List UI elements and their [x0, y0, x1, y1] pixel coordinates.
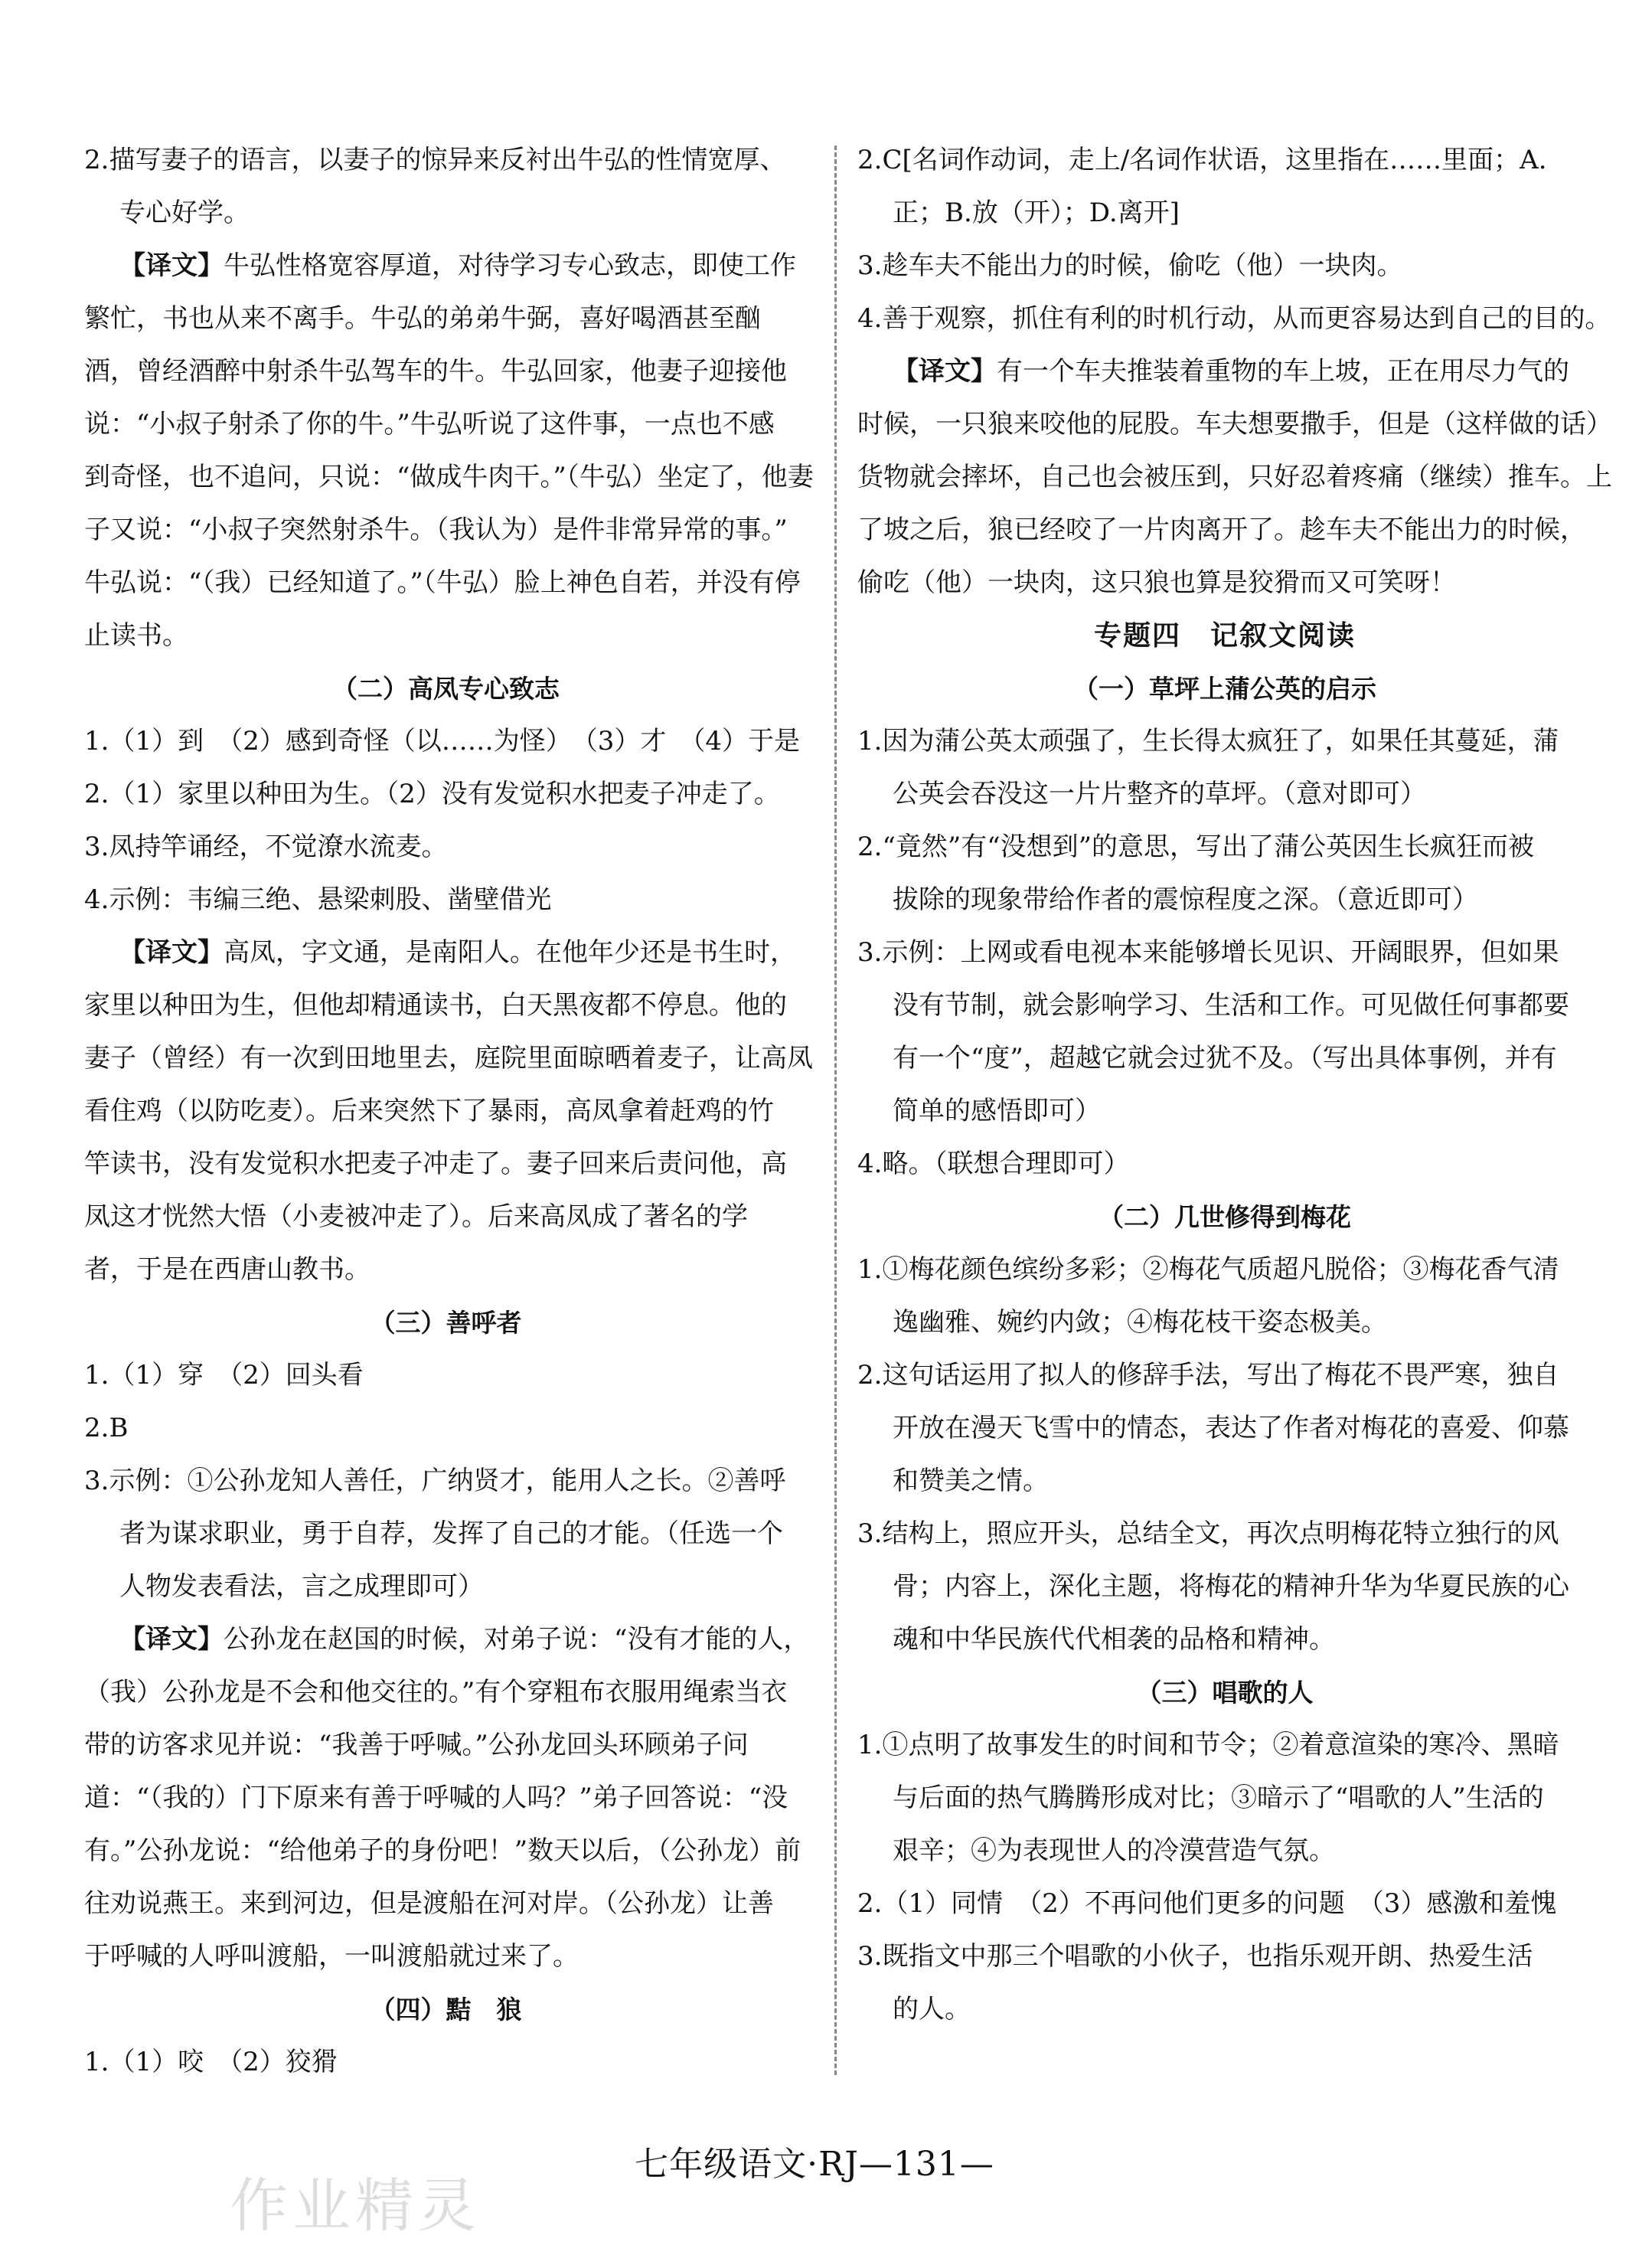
section-heading: （一）草坪上蒲公英的启示 — [1073, 674, 1376, 704]
line-text: 1.因为蒲公英太顽强了，生长得太疯狂了，如果任其蔓延，蒲 — [857, 726, 1559, 757]
line-text: 没有节制，就会影响学习、生活和工作。可见做任何事都要 — [893, 990, 1569, 1021]
text-line — [84, 874, 808, 926]
section-heading: 专题四 记叙文阅读 — [1093, 620, 1356, 652]
text-line — [857, 1243, 1592, 1296]
text-line — [857, 1402, 1592, 1455]
text-line — [857, 557, 1592, 609]
translation-tag: 【译文】 — [119, 937, 224, 968]
line-text: 公孙龙在赵国的时候，对弟子说：“没有才能的人， — [224, 1624, 810, 1655]
text-line — [857, 1296, 1592, 1349]
line-text: 者为谋求职业，勇于自荐，发挥了自己的才能。（任选一个 — [119, 1518, 783, 1549]
text-line — [84, 1085, 808, 1138]
line-text: 简单的感悟即可） — [893, 1096, 1101, 1126]
line-text: 骨；内容上，深化主题，将梅花的精神升华为华夏民族的心 — [893, 1571, 1569, 1602]
line-text: 竿读书，没有发觉积水把麦子冲走了。妻子回来后责问他，高 — [84, 1149, 787, 1179]
line-text: 魂和中华民族代代相袭的品格和精神。 — [893, 1624, 1335, 1655]
line-text: 2.这句话运用了拟人的修辞手法，写出了梅花不畏严寒，独自 — [857, 1360, 1559, 1391]
text-line — [84, 1191, 808, 1243]
text-line — [84, 2036, 808, 2089]
text-line — [84, 1508, 808, 1560]
text-line — [84, 240, 808, 292]
line-text: 和赞美之情。 — [893, 1466, 1049, 1496]
text-line — [84, 768, 808, 821]
line-text: 1.①点明了故事发生的时间和节令；②着意渲染的寒冷、黑暗 — [857, 1730, 1559, 1760]
line-text: 2.“竟然”有“没想到”的意思，写出了蒲公英因生长疯狂而被 — [857, 832, 1534, 862]
text-line — [857, 1138, 1592, 1191]
line-text: 4.略。（联想合理即可） — [857, 1149, 1130, 1179]
text-line — [84, 187, 808, 240]
line-text: 妻子（曾经）有一次到田地里去，庭院里面晾晒着麦子，让高凤 — [84, 1043, 813, 1074]
translation-tag: 【译文】 — [119, 250, 224, 281]
text-line — [857, 874, 1592, 926]
line-text: 2.B — [84, 1413, 129, 1443]
text-line — [84, 398, 808, 451]
line-text: 公英会吞没这一片片整齐的草坪。（意对即可） — [893, 779, 1426, 809]
line-text: 繁忙，书也从来不离手。牛弘的弟弟牛弼，喜好喝酒甚至酗 — [84, 303, 761, 334]
text-line — [84, 345, 808, 398]
text-line — [84, 292, 808, 345]
text-line — [857, 292, 1611, 345]
line-text: 人物发表看法，言之成理即可） — [119, 1571, 484, 1602]
line-text: 3.趁车夫不能出力的时候，偷吃（他）一块肉。 — [857, 250, 1403, 281]
text-line — [857, 345, 1592, 398]
text-line — [857, 926, 1592, 979]
text-line — [857, 1032, 1592, 1085]
section-heading: （三）唱歌的人 — [1136, 1678, 1314, 1708]
text-line — [84, 557, 808, 609]
line-text: 说：“小叔子射杀了你的牛。”牛弘听说了这件事，一点也不感 — [84, 409, 775, 440]
line-text: 逸幽雅、婉约内敛；④梅花枝干姿态极美。 — [893, 1307, 1387, 1338]
text-line — [84, 979, 808, 1032]
line-text: 与后面的热气腾腾形成对比；③暗示了“唱歌的人”生活的 — [893, 1783, 1544, 1813]
page-footer: 七年级语文·RJ—131— — [635, 2145, 994, 2184]
text-line — [857, 1930, 1592, 1983]
line-text: 凤这才恍然大悟（小麦被冲走了）。后来高凤成了著名的学 — [84, 1201, 748, 1232]
section-heading: （二）高凤专心致志 — [332, 674, 560, 704]
line-text: 高凤，字文通，是南阳人。在他年少还是书生时， — [224, 937, 796, 968]
text-line — [84, 1032, 813, 1085]
text-line — [857, 398, 1612, 451]
text-line — [857, 1772, 1592, 1825]
text-line — [84, 134, 808, 187]
text-line — [857, 134, 1592, 187]
line-text: 2.描写妻子的语言，以妻子的惊异来反衬出牛弘的性情宽厚、 — [84, 145, 786, 175]
line-text: 1.①梅花颜色缤纷多彩；②梅花气质超凡脱俗；③梅花香气清 — [857, 1254, 1559, 1285]
line-text: 1.（1）到 （2）感到奇怪（以……为怪） （3）才 （4）于是 — [84, 726, 800, 757]
text-line — [857, 821, 1592, 874]
text-line — [84, 1455, 808, 1508]
line-text: 4.示例：韦编三绝、悬梁刺股、凿壁借光 — [84, 884, 552, 915]
line-text: 者，于是在西唐山教书。 — [84, 1254, 371, 1285]
text-line — [84, 1930, 808, 1983]
line-text: 正；B.放（开）；D.离开] — [893, 198, 1180, 228]
line-text: 1.（1）穿 （2）回头看 — [84, 1360, 364, 1391]
text-line — [84, 1138, 808, 1191]
line-text: 3.示例：上网或看电视本来能够增长见识、开阔眼界，但如果 — [857, 937, 1559, 968]
section-heading: （四）黠 狼 — [370, 1995, 522, 2025]
text-line — [857, 715, 1592, 768]
line-text: 止读书。 — [84, 620, 188, 651]
translation-tag: 【译文】 — [893, 356, 997, 387]
line-text: 酒，曾经酒醉中射杀牛弘驾车的牛。牛弘回家，他妻子迎接他 — [84, 356, 787, 387]
text-line — [857, 1560, 1592, 1613]
line-text: 3.既指文中那三个唱歌的小伙子，也指乐观开朗、热爱生活 — [857, 1941, 1533, 1972]
text-line — [857, 1825, 1592, 1877]
line-text: 2.（1）同情 （2）不再问他们更多的问题 （3）感激和羞愧 — [857, 1888, 1557, 1919]
line-text: 了坡之后，狼已经咬了一片肉离开了。趁车夫不能出力的时候， — [857, 515, 1586, 545]
line-text: 有。”公孙龙说：“给他弟子的身份吧！”数天以后，（公孙龙）前 — [84, 1835, 801, 1866]
text-line — [84, 609, 808, 662]
text-line — [84, 504, 808, 557]
line-text: 专心好学。 — [119, 198, 250, 228]
text-line — [857, 504, 1592, 557]
text-line — [857, 187, 1592, 240]
line-text: （我）公孙龙是不会和他交往的。”有个穿粗布衣服用绳索当衣 — [84, 1677, 788, 1708]
line-text: 3.示例：①公孙龙知人善任，广纳贤才，能用人之长。②善呼 — [84, 1466, 786, 1496]
line-text: 往劝说燕王。来到河边，但是渡船在河对岸。（公孙龙）让善 — [84, 1888, 774, 1919]
text-line — [857, 1613, 1592, 1666]
watermark: 作业精灵 — [230, 2172, 481, 2240]
line-text: 偷吃（他）一块肉，这只狼也算是狡猾而又可笑呀！ — [857, 567, 1456, 598]
text-line — [84, 1772, 808, 1825]
text-line — [84, 1877, 808, 1930]
line-text: 货物就会摔坏，自己也会被压到，只好忍着疼痛（继续）推车。上 — [857, 462, 1612, 492]
text-line — [84, 1613, 808, 1666]
text-line — [84, 1560, 808, 1613]
line-text: 1.（1）咬 （2）狡猾 — [84, 2047, 338, 2077]
line-text: 3.凤持竿诵经，不觉潦水流麦。 — [84, 832, 448, 862]
text-line — [84, 1243, 808, 1296]
text-line — [857, 451, 1612, 504]
line-text: 带的访客求见并说：“我善于呼喊。”公孙龙回头环顾弟子问 — [84, 1730, 749, 1760]
line-text: 看住鸡（以防吃麦）。后来突然下了暴雨，高凤拿着赶鸡的竹 — [84, 1096, 774, 1126]
text-line — [857, 1877, 1592, 1930]
text-line — [84, 1402, 808, 1455]
text-line — [857, 1455, 1592, 1508]
line-text: 3.结构上，照应开头，总结全文，再次点明梅花特立独行的风 — [857, 1518, 1559, 1549]
text-line — [84, 1825, 808, 1877]
line-text: 到奇怪，也不追问，只说：“做成牛肉干。”（牛弘）坐定了，他妻 — [84, 462, 814, 492]
line-text: 道：“（我的）门下原来有善于呼喊的人吗？”弟子回答说：“没 — [84, 1783, 788, 1813]
line-text: 有一个“度”，超越它就会过犹不及。（写出具体事例，并有 — [893, 1043, 1557, 1074]
text-line — [857, 1719, 1592, 1772]
line-text: 于呼喊的人呼叫渡船，一叫渡船就过来了。 — [84, 1941, 579, 1972]
line-text: 2.（1）家里以种田为生。（2）没有发觉积水把麦子冲走了。 — [84, 779, 780, 809]
right-column — [857, 0, 1612, 2036]
text-line — [857, 1983, 1592, 2036]
line-text: 4.善于观察，抓住有利的时机行动，从而更容易达到自己的目的。 — [857, 303, 1611, 334]
translation-tag: 【译文】 — [119, 1624, 224, 1655]
line-text: 开放在漫天飞雪中的情态，表达了作者对梅花的喜爱、仰慕 — [893, 1413, 1569, 1443]
column-divider — [834, 145, 837, 2075]
text-line — [84, 1349, 808, 1402]
text-line — [857, 979, 1592, 1032]
text-line — [857, 1508, 1592, 1560]
line-text: 家里以种田为生，但他却精通读书，白天黑夜都不停息。他的 — [84, 990, 787, 1021]
text-line — [84, 1666, 808, 1719]
text-line — [84, 926, 808, 979]
text-line — [857, 1085, 1592, 1138]
line-text: 子又说：“小叔子突然射杀牛。（我认为）是件非常异常的事。” — [84, 515, 788, 545]
text-line — [857, 1349, 1592, 1402]
line-text: 牛弘说：“（我）已经知道了。”（牛弘）脸上神色自若，并没有停 — [84, 567, 801, 598]
line-text: 有一个车夫推装着重物的车上坡，正在用尽力气的 — [997, 356, 1569, 387]
line-text: 时候，一只狼来咬他的屁股。车夫想要撒手，但是（这样做的话） — [857, 409, 1612, 440]
line-text: 艰辛；④为表现世人的冷漠营造气氛。 — [893, 1835, 1335, 1866]
text-line — [84, 1719, 808, 1772]
section-heading: （三）善呼者 — [370, 1308, 522, 1338]
line-text: 2.C[名词作动词，走上/名词作状语，这里指在……里面；A. — [857, 145, 1547, 175]
line-text: 拔除的现象带给作者的震惊程度之深。（意近即可） — [893, 884, 1478, 915]
text-line — [84, 821, 808, 874]
line-text: 的人。 — [893, 1994, 971, 2025]
text-line — [84, 451, 814, 504]
text-line — [84, 715, 808, 768]
left-column — [84, 0, 814, 2089]
text-line — [857, 240, 1592, 292]
section-heading: （二）几世修得到梅花 — [1099, 1202, 1351, 1232]
text-line — [857, 768, 1592, 821]
line-text: 牛弘性格宽容厚道，对待学习专心致志，即使工作 — [224, 250, 796, 281]
